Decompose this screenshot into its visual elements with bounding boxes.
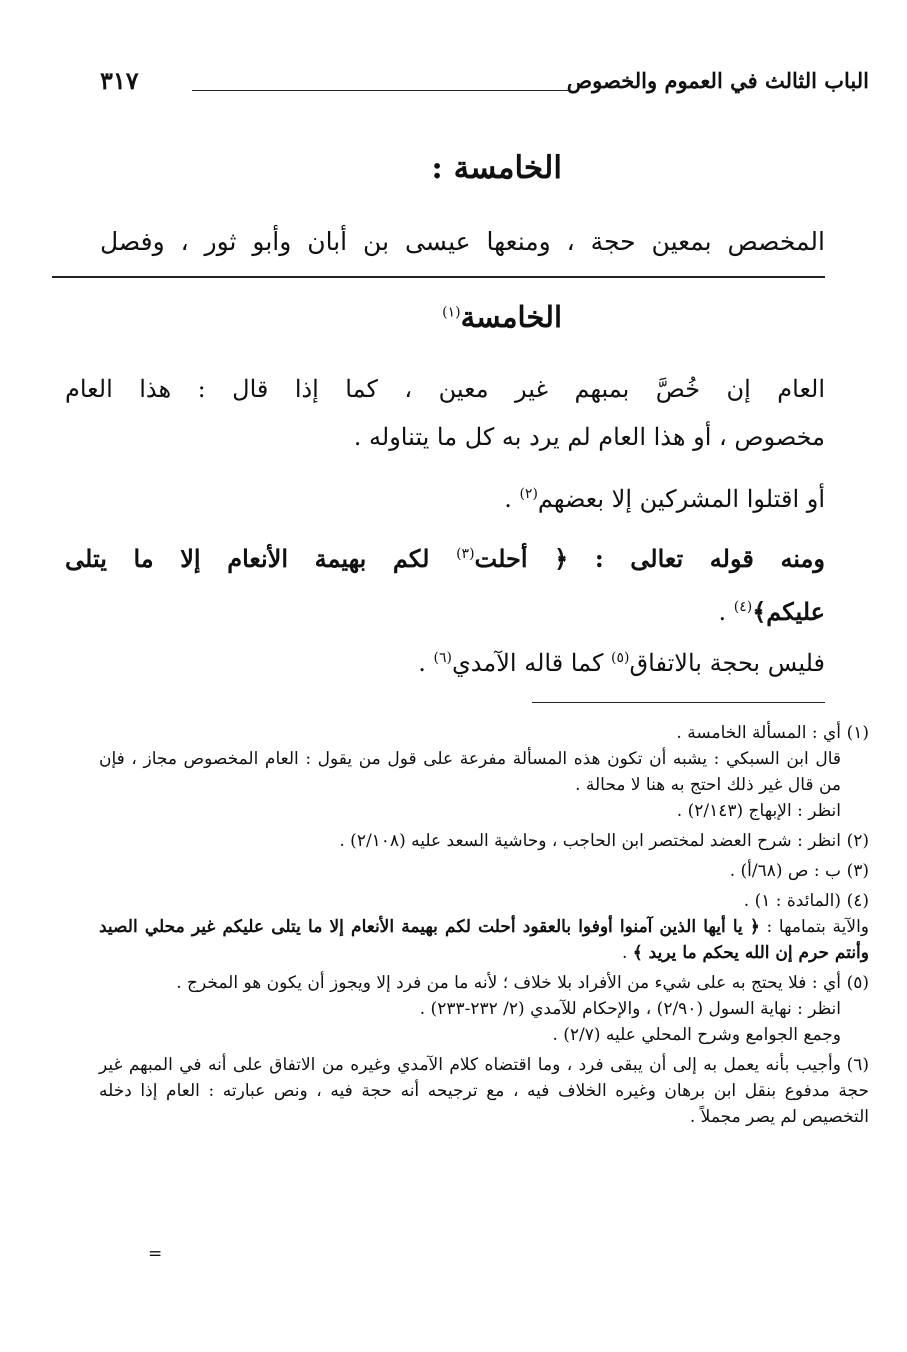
footnote-number: (١)	[846, 723, 869, 743]
running-title: الباب الثالث في العموم والخصوص	[566, 68, 869, 93]
matn-heading: الخامسة :	[431, 150, 562, 186]
footnote-number: (٢)	[846, 831, 869, 851]
footnote-ref[interactable]: (١)	[442, 304, 461, 321]
footnote-6	[99, 1052, 869, 1130]
footnote-text: ب : ص (٦٨/أ) .	[729, 861, 841, 881]
footnote-text: وأجيب بأنه يعمل به إلى أن يبقى فرد ، وما اقتضاه كلام الآمدي وغيره من الاتفاق على أنه في المبهم غير حجة مدفوع بنقل ابن برهان وغيره الخلاف فيه ، مع ترجيحه أنه حجة فيه ، ونص عبارته : العام إذا دخله التخصيص لم يصر مجملاً .	[99, 1055, 869, 1127]
footnote-text: أي : فلا يحتج به على شيء من الأفراد بلا خلاف ؛ لأنه ما من فرد إلا ويجوز أن يكون هو المخرج .	[176, 973, 841, 993]
paragraph-4	[65, 634, 825, 687]
footnote-subline: وجمع الجوامع وشرح المحلي عليه (٢/٧) .	[552, 1025, 841, 1045]
footnote-ref[interactable]: (٦)	[433, 650, 452, 666]
footnote-sub-end: .	[621, 943, 633, 963]
footnote-number: (٣)	[846, 861, 869, 881]
footnote-text: انظر : شرح العضد لمختصر ابن الحاجب ، وحاشية السعد عليه (٢/١٠٨) .	[339, 831, 841, 851]
footnote-text: أي : المسألة الخامسة .	[676, 723, 841, 743]
quran-text-end: عليكم﴾	[752, 597, 825, 626]
header-rule	[192, 90, 569, 91]
quran-text: لكم بهيمة الأنعام إلا ما يتلى	[65, 544, 457, 573]
footnote-ref[interactable]: (٥)	[611, 650, 630, 666]
paragraph-4-end: .	[418, 649, 434, 677]
commentary-heading-text: الخامسة	[460, 300, 562, 334]
footnote-subline: انظر : الإبهاج (٢/١٤٣) .	[676, 801, 841, 821]
footnote-ref[interactable]: (٢)	[519, 486, 538, 502]
paragraph-1-line-1: العام إن خُصَّ بمبهم غير معين ، كما إذا قال : هذا العام	[65, 375, 825, 403]
paragraph-2-end: .	[504, 485, 520, 513]
paragraph-3-line-2	[65, 583, 825, 636]
page-number: ٣١٧	[100, 66, 139, 95]
paragraph-4-mid: كما قاله الآمدي	[451, 649, 612, 677]
footnote-ref[interactable]: (٣)	[456, 546, 475, 562]
commentary-heading	[442, 300, 562, 334]
paragraph-2	[65, 470, 825, 523]
paragraph-4-text: فليس بحجة بالاتفاق	[629, 649, 825, 677]
paragraph-1-line-2: مخصوص ، أو هذا العام لم يرد به كل ما يتناوله .	[353, 423, 825, 451]
paragraph-3	[65, 530, 825, 636]
footnote-2	[99, 828, 869, 854]
footnote-4	[99, 888, 869, 966]
paragraph-1	[65, 365, 825, 461]
paragraph-3-line-1	[65, 530, 825, 583]
footnote-number: (٥)	[846, 973, 869, 993]
footnote-number: (٦)	[846, 1055, 869, 1075]
footnote-number: (٤)	[846, 891, 869, 911]
footnote-ayah: ﴿ يا أيها الذين آمنوا أوفوا بالعقود أحلت لكم بهيمة الأنعام إلا ما يتلى عليكم غير محلي الصيد وأنتم حرم إن الله يحكم ما يريد ﴾	[99, 917, 869, 963]
footnote-subline: انظر : نهاية السول (٢/٩٠) ، والإحكام للآمدي (٢/ ٢٣٢-٢٣٣) .	[419, 999, 841, 1019]
footnote-subline	[99, 914, 869, 966]
matn-text: المخصص بمعين حجة ، ومنعها عيسى بن أبان وأبو ثور ، وفصل	[100, 227, 825, 256]
paragraph-2-text: أو اقتلوا المشركين إلا بعضهم	[537, 485, 825, 513]
footnote-1	[99, 720, 869, 824]
paragraph-3-end: .	[718, 598, 734, 626]
continuation-mark: =	[148, 1244, 163, 1264]
quran-intro: ومنه قوله تعالى : ﴿ أحلت	[474, 544, 825, 573]
footnote-sub-intro: والآية بتمامها :	[759, 917, 869, 937]
footnote-separator	[532, 702, 825, 703]
matn-separator	[52, 276, 825, 278]
footnote-ref[interactable]: (٤)	[733, 599, 753, 615]
footnote-5	[99, 970, 869, 1048]
footnote-text: (المائدة : ١) .	[743, 891, 841, 911]
running-header	[100, 68, 869, 108]
footnote-3	[99, 858, 869, 884]
footnote-subline: قال ابن السبكي : يشبه أن تكون هذه المسألة مفرعة على قول من يقول : العام المخصوص مجاز ، فإن من قال غير ذلك احتج به هنا لا محالة .	[99, 749, 841, 795]
footnotes	[99, 720, 869, 1134]
